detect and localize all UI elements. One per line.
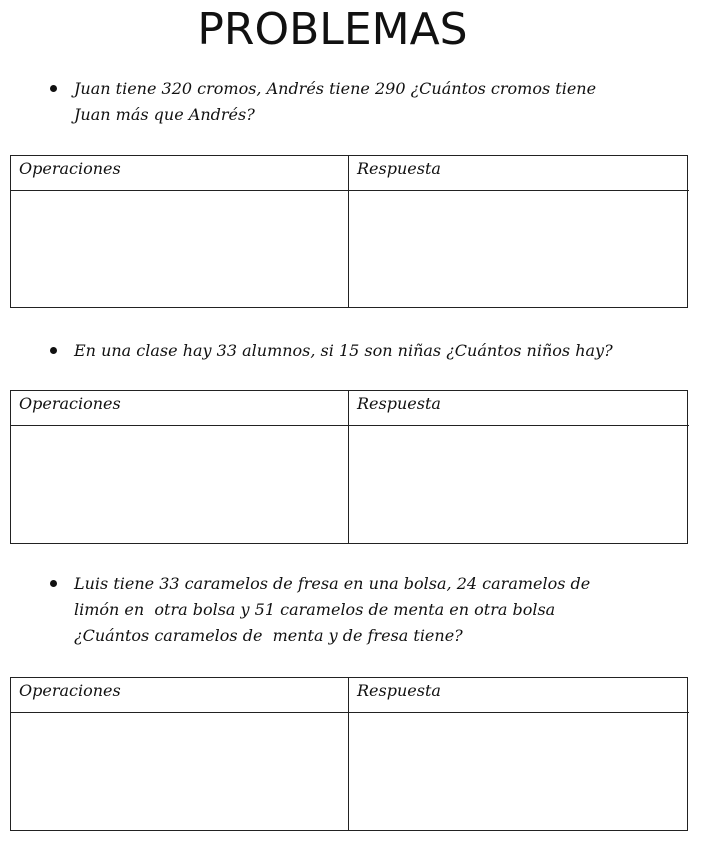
operations-area[interactable] xyxy=(11,191,349,307)
operations-header: Operaciones xyxy=(11,678,349,713)
answer-header: Respuesta xyxy=(349,156,689,191)
answer-area[interactable] xyxy=(349,713,689,830)
answer-table-1 xyxy=(10,155,688,308)
bullet-icon xyxy=(50,338,74,364)
problem-3-text: Luis tiene 33 caramelos de fresa en una bolsa, 24 caramelos de limón en otra bolsa y 51 caramelos de menta en otra bolsa ¿Cuántos caramelos de menta y de fresa tiene? xyxy=(74,574,591,645)
bullet-icon xyxy=(50,76,74,128)
operations-header: Operaciones xyxy=(11,156,349,191)
problem-2 xyxy=(50,338,613,364)
problem-1 xyxy=(50,76,596,128)
answer-table-3 xyxy=(10,677,688,831)
answer-area[interactable] xyxy=(349,426,689,543)
page-title: PROBLEMAS xyxy=(197,4,468,55)
operations-header: Operaciones xyxy=(11,391,349,426)
bullet-icon xyxy=(50,571,74,649)
operations-area[interactable] xyxy=(11,426,349,543)
answer-header: Respuesta xyxy=(349,391,689,426)
answer-area[interactable] xyxy=(349,191,689,307)
operations-area[interactable] xyxy=(11,713,349,830)
problem-1-text: Juan tiene 320 cromos, Andrés tiene 290 ¿Cuántos cromos tiene Juan más que Andrés? xyxy=(74,79,597,124)
answer-table-2 xyxy=(10,390,688,544)
problem-2-text: En una clase hay 33 alumnos, si 15 son niñas ¿Cuántos niños hay? xyxy=(74,341,613,360)
problem-3 xyxy=(50,571,590,649)
answer-header: Respuesta xyxy=(349,678,689,713)
